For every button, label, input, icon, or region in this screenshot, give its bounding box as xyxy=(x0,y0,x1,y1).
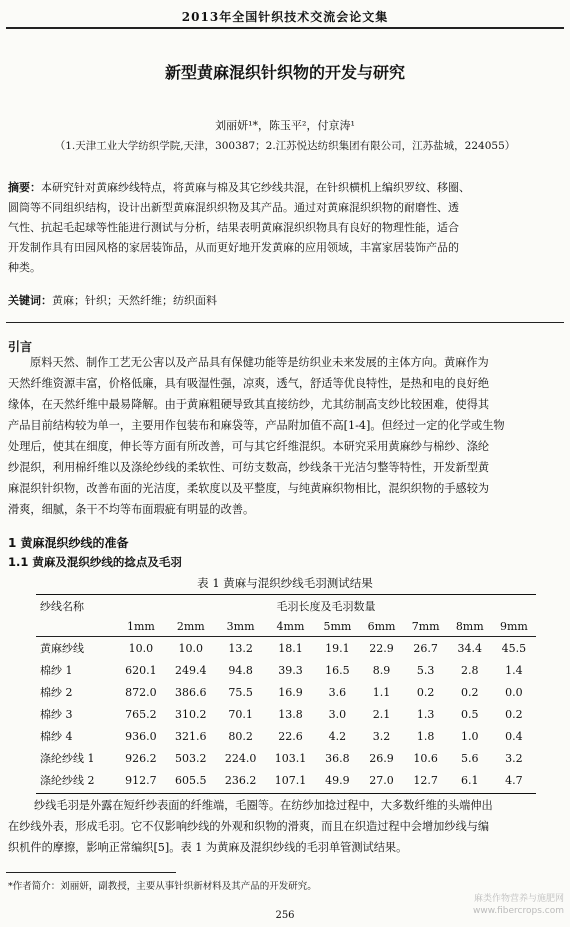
abstract-line: 圆筒等不同组织结构，设计出新型黄麻混织织物及其产品。通过对黄麻混织织物的耐磨性、透 xyxy=(8,201,459,214)
table-unit-row xyxy=(36,615,536,637)
table-cell: 13.2 xyxy=(228,641,253,655)
table-row-label: 涤纶纱线 2 xyxy=(40,774,95,787)
table-cell: 0.4 xyxy=(505,729,523,743)
intro-line: 麻混织针织物，改善布面的光洁度，柔软度以及平整度，与纯黄麻织物相比，混织织物的手感较为 xyxy=(8,482,490,495)
table-cell: 503.2 xyxy=(175,751,207,765)
table-cell: 2.1 xyxy=(372,707,391,721)
body-line: 织机件的摩擦，影响正常编织[5]。表 1 为黄麻及混织纱线的毛羽单管测试结果。 xyxy=(8,841,408,854)
table-group-header: 毛羽长度及毛羽数量 xyxy=(276,600,376,613)
intro-line: 纱混织，利用棉纤维以及涤纶纱线的柔软性、可纺支数高，纱线条干光洁匀整等特性，开发新型黄 xyxy=(8,461,490,474)
body-line: 在纱线外表，形成毛羽。它不仅影响纱线的外观和织物的滑爽，而且在织造过程中会增加纱线与编 xyxy=(8,820,490,833)
table-cell: 926.2 xyxy=(125,751,157,765)
affiliation-line: （1.天津工业大学纺织学院,天津，300387；2.江苏悦达纺织集团有限公司，江苏盐城，224055） xyxy=(54,140,516,152)
table-bottom-rule xyxy=(36,793,536,794)
running-header: 2013年全国针织技术交流会论文集 xyxy=(181,10,389,24)
table-column-header: 4mm xyxy=(276,619,305,633)
table-row xyxy=(36,659,536,681)
table-cell: 1.3 xyxy=(416,707,435,721)
intro-line: 滑爽，细腻，条干不均等布面瑕疵有明显的改善。 xyxy=(8,503,255,516)
abstract-line: 本研究针对黄麻纱线特点，将黄麻与棉及其它纱线共混，在针织横机上编织罗纹、移圈、 xyxy=(41,181,470,194)
intro-heading: 引言 xyxy=(8,340,33,354)
keywords-text: 黄麻；针织；天然纤维；纺织面料 xyxy=(52,294,217,307)
table-cell: 310.2 xyxy=(175,707,207,721)
table-row-label: 涤纶纱线 1 xyxy=(40,752,95,765)
page-number: 256 xyxy=(275,910,295,921)
table-cell: 0.2 xyxy=(416,685,435,699)
intro-body xyxy=(8,352,560,520)
table-cell: 75.5 xyxy=(228,685,253,699)
abstract-line: 气性、抗起毛起球等性能进行测试与分析，结果表明黄麻混织织物具有良好的物理性能，适合 xyxy=(8,221,459,234)
table-top-rule xyxy=(36,594,536,595)
table-cell: 4.7 xyxy=(505,773,523,787)
table-cell: 10.6 xyxy=(413,751,438,765)
watermark xyxy=(473,893,564,917)
table-cell: 1.0 xyxy=(461,729,479,743)
footnote: *作者简介：刘丽妍，副教授，主要从事针织新材料及其产品的开发研究。 xyxy=(8,881,317,892)
table-cell: 2.8 xyxy=(461,663,479,677)
table-cell: 10.0 xyxy=(178,641,204,655)
table-cell: 80.2 xyxy=(228,729,253,743)
table-cell: 321.6 xyxy=(175,729,207,743)
table-column-header: 1mm xyxy=(126,619,155,633)
header-rule xyxy=(6,27,564,29)
table-cell: 0.0 xyxy=(505,685,523,699)
abstract-line: 开发制作具有田园风格的家居装饰品，从而更好地开发黄麻的应用领域，丰富家居装饰产品的 xyxy=(8,241,459,254)
table-column-header: 8mm xyxy=(455,619,484,633)
abstract-divider xyxy=(6,322,564,323)
table-cell: 1.8 xyxy=(416,729,435,743)
table-cell: 0.5 xyxy=(461,707,479,721)
table-cell: 26.7 xyxy=(413,641,438,655)
table-cell: 236.2 xyxy=(224,773,257,787)
abstract-label: 摘要： xyxy=(8,181,41,194)
table-cell: 0.2 xyxy=(505,707,523,721)
table-cell: 3.0 xyxy=(328,707,347,721)
table-row-label: 棉纱 1 xyxy=(40,664,73,677)
table-cell: 19.1 xyxy=(325,641,350,655)
table-cell: 12.7 xyxy=(413,773,438,787)
table-cell: 1.1 xyxy=(372,685,391,699)
table-cell: 70.1 xyxy=(228,707,253,721)
table-cell: 5.6 xyxy=(461,751,479,765)
table-row xyxy=(36,725,536,747)
keywords xyxy=(8,291,560,311)
table-cell: 18.1 xyxy=(278,641,303,655)
table-cell: 13.8 xyxy=(278,707,303,721)
table-cell: 49.9 xyxy=(325,773,350,787)
table-row xyxy=(36,681,536,703)
table-cell: 3.2 xyxy=(372,729,391,743)
table-cell: 605.5 xyxy=(175,773,207,787)
table-caption: 表 1 黄麻与混织纱线毛羽测试结果 xyxy=(197,576,373,590)
table-header-row xyxy=(36,597,536,615)
table-row xyxy=(36,769,536,791)
table-cell: 22.9 xyxy=(369,641,394,655)
footnote-rule xyxy=(6,872,176,873)
table-row xyxy=(36,637,536,659)
table-cell: 5.3 xyxy=(416,663,435,677)
keywords-label: 关键词： xyxy=(8,294,52,307)
table-cell: 1.4 xyxy=(505,663,523,677)
table-cell: 4.2 xyxy=(328,729,347,743)
table-row-label: 棉纱 4 xyxy=(40,730,73,743)
table-column-header: 5mm xyxy=(323,619,352,633)
table-row xyxy=(36,703,536,725)
table-cell: 872.0 xyxy=(125,685,157,699)
table-column-header: 3mm xyxy=(226,619,255,633)
section-1-1-heading: 1.1 黄麻及混织纱线的捻点及毛羽 xyxy=(8,555,182,569)
table-cell: 36.8 xyxy=(325,751,350,765)
abstract-line: 种类。 xyxy=(8,261,41,274)
intro-line: 原料天然、制作工艺无公害以及产品具有保健功能等是纺织业未来发展的主体方向。黄麻作为 xyxy=(30,356,489,369)
table-column-header: 2mm xyxy=(176,619,205,633)
table-cell: 936.0 xyxy=(125,729,157,743)
table-cell: 22.6 xyxy=(278,729,303,743)
table-column-header: 9mm xyxy=(499,619,528,633)
intro-line: 处理后，使其在细度，伸长等方面有所改善，可与其它纤维混织。本研究采用黄麻纱与棉纱、涤纶 xyxy=(8,440,490,453)
table-cell: 224.0 xyxy=(224,751,257,765)
table-cell: 912.7 xyxy=(125,773,157,787)
table-cell: 0.2 xyxy=(461,685,479,699)
table-row-label: 棉纱 2 xyxy=(40,686,73,699)
table-cell: 16.5 xyxy=(325,663,350,677)
table-cell: 103.1 xyxy=(274,751,307,765)
hairiness-table xyxy=(36,597,536,791)
table-cell: 386.6 xyxy=(175,685,207,699)
section-1-heading: 1 黄麻混织纱线的准备 xyxy=(8,536,129,550)
table-row xyxy=(36,747,536,769)
body-line: 纱线毛羽是外露在短纤纱表面的纤维端，毛圈等。在纺纱加捻过程中，大多数纤维的头端伸出 xyxy=(34,799,493,812)
table-row-label: 棉纱 3 xyxy=(40,708,73,721)
table-cell: 10.0 xyxy=(128,641,154,655)
abstract xyxy=(8,178,560,278)
table-col-name-header: 纱线名称 xyxy=(40,600,84,613)
table-cell: 6.1 xyxy=(461,773,479,787)
table-cell: 249.4 xyxy=(175,663,207,677)
intro-line: 缘体，在天然纤维中最易降解。由于黄麻粗硬导致其直接纺纱，尤其纺制高支纱比较困难，使得其 xyxy=(8,398,490,411)
table-cell: 39.3 xyxy=(278,663,303,677)
table-cell: 3.2 xyxy=(505,751,523,765)
table-column-header: 6mm xyxy=(367,619,396,633)
author-line: 刘丽妍¹*，陈玉平²，付京涛¹ xyxy=(215,119,355,132)
table-cell: 107.1 xyxy=(274,773,307,787)
table-cell: 94.8 xyxy=(228,663,253,677)
table-row-label: 黄麻纱线 xyxy=(40,642,84,655)
intro-line: 天然纤维资源丰富，价格低廉，具有吸湿性强，凉爽，透气，舒适等优良特性，是热和电的良好绝 xyxy=(8,377,490,390)
intro-line: 产品目前结构较为单一，主要用作包装布和麻袋等，产品附加值不高[1-4]。但经过一定的化学或生物 xyxy=(8,419,505,432)
table-cell: 8.9 xyxy=(372,663,391,677)
table-cell: 45.5 xyxy=(501,641,527,655)
watermark-line: www.fibercrops.com xyxy=(473,906,564,916)
table-cell: 765.2 xyxy=(125,707,157,721)
table-cell: 3.6 xyxy=(328,685,347,699)
table-column-header: 7mm xyxy=(411,619,440,633)
table-cell: 620.1 xyxy=(125,663,157,677)
table-cell: 26.9 xyxy=(369,751,394,765)
post-table-body xyxy=(8,795,560,858)
table-cell: 27.0 xyxy=(369,773,394,787)
watermark-line: 麻类作物营养与施肥网 xyxy=(473,894,564,904)
table-cell: 16.9 xyxy=(278,685,303,699)
table-cell: 34.4 xyxy=(457,641,482,655)
paper-title: 新型黄麻混织针织物的开发与研究 xyxy=(164,63,405,82)
